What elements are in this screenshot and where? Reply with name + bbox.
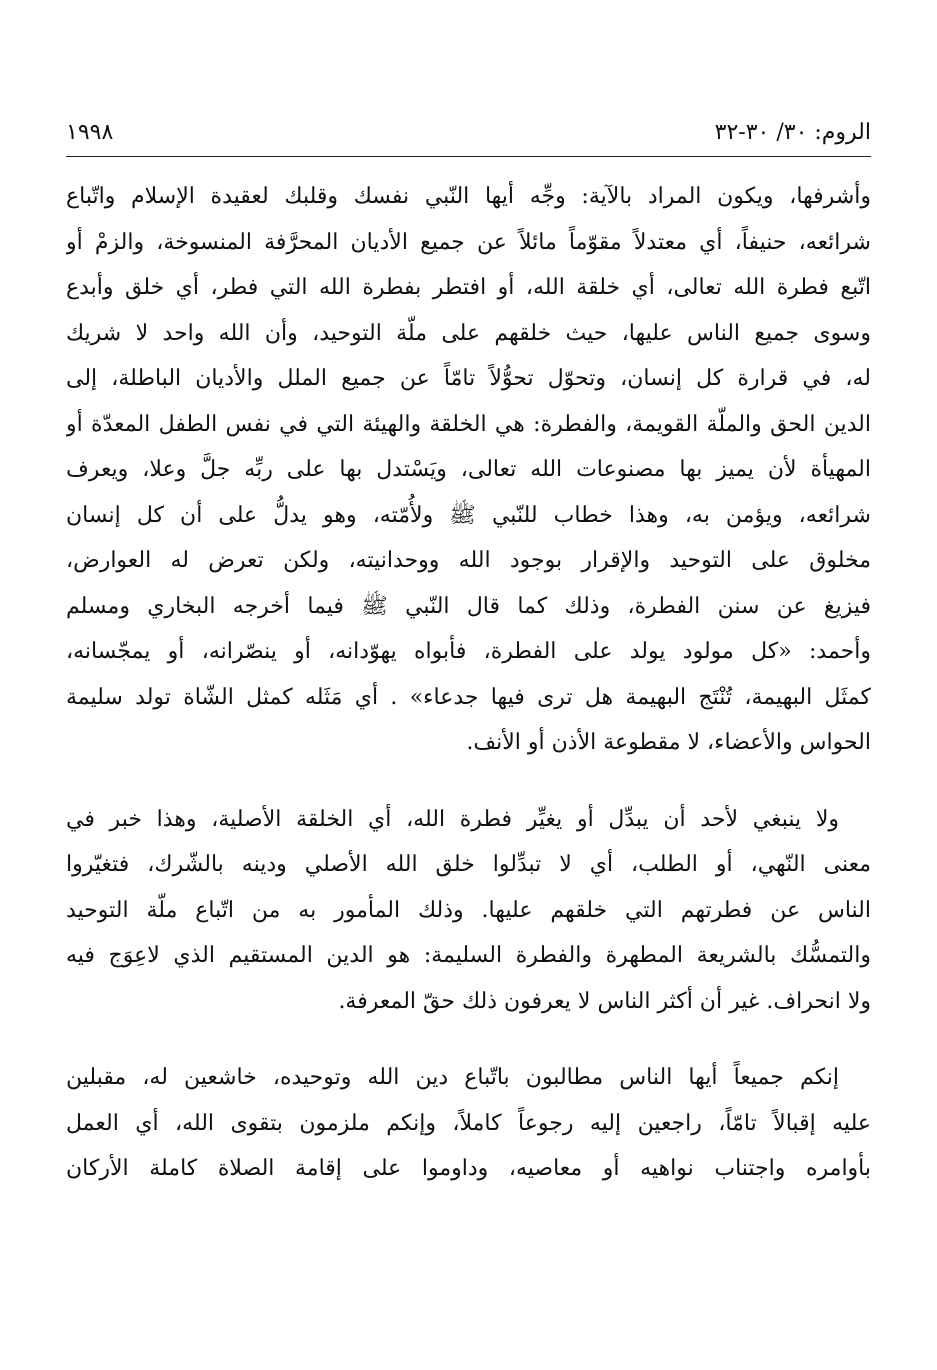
text-line: ولا انحراف. غير أن أكثر الناس لا يعرفون ذلك حقّ المعرفة. bbox=[338, 988, 871, 1014]
text-line: فيزيغ عن سنن الفطرة، وذلك كما قال النّبي ﷺ فيما أخرجه البخاري ومسلم bbox=[66, 593, 871, 619]
text-line: وأحمد: «كل مولود يولد على الفطرة، فأبواه يهوّدانه، أو ينصّرانه، أو يمجّسانه، bbox=[66, 639, 871, 664]
text-line: له، في قرارة كل إنسان، وتحوّل تحوُّلاً تامّاً عن جميع الملل والأديان الباطلة، إلى bbox=[66, 366, 871, 391]
text-line: الدين الحق والملّة القويمة، والفطرة: هي الخلقة والهيئة التي في نفس الطفل المعدّة أو bbox=[66, 411, 871, 437]
text-line: وسوى جميع الناس عليها، حيث خلقهم على ملّة التوحيد، وأن الله واحد لا شريك bbox=[66, 320, 871, 346]
paragraph-gap bbox=[66, 1024, 871, 1055]
paragraph-2 bbox=[66, 797, 871, 1025]
text-line: معنى النّهي، أو الطلب، أي لا تبدِّلوا خلق الله الأصلي ودينه بالشّرك، فتغيّروا bbox=[66, 852, 871, 877]
text-line: بأوامره واجتناب نواهيه أو معاصيه، وداوموا على إقامة الصلاة كاملة الأركان bbox=[66, 1156, 871, 1181]
page-number: ١٩٩٨ bbox=[66, 120, 114, 145]
surah-reference: الروم: ٣٠/ ٣٠-٣٢ bbox=[714, 120, 871, 145]
paragraph-1 bbox=[66, 174, 871, 766]
page-header bbox=[66, 112, 871, 157]
text-line: شرائعه، حنيفاً، أي معتدلاً مقوّماً مائلاً عن جميع الأديان المحرَّفة المنسوخة، والزمْ أو bbox=[66, 229, 871, 255]
paragraph-gap bbox=[66, 766, 871, 797]
text-line: إنكم جميعاً أيها الناس مطالبون باتّباع دين الله وتوحيده، خاشعين له، مقبلين bbox=[66, 1065, 839, 1090]
body-text bbox=[66, 174, 871, 1192]
text-line: كمثَل البهيمة، تُنْتَج البهيمة هل ترى فيها جدعاء» . أي مَثَله كمثل الشّاة تولد سليمة bbox=[66, 684, 871, 710]
text-line: شرائعه، ويؤمن به، وهذا خطاب للنّبي ﷺ ولأُمّته، وهو يدلُّ على أن كل إنسان bbox=[66, 502, 871, 528]
text-line: الناس عن فطرتهم التي خلقهم عليها. وذلك المأمور به من اتّباع ملّة التوحيد bbox=[66, 897, 871, 923]
text-line: وأشرفها، ويكون المراد بالآية: وجِّه أيها النّبي نفسك وقلبك لعقيدة الإسلام واتّباع bbox=[66, 184, 871, 209]
text-line: عليه إقبالاً تامّاً، راجعين إليه رجوعاً كاملاً، وإنكم ملزمون بتقوى الله، أي العمل bbox=[66, 1110, 871, 1136]
text-line: مخلوق على التوحيد والإقرار بوجود الله ووحدانيته، ولكن تعرض له العوارض، bbox=[66, 548, 871, 573]
text-line: والتمسُّك بالشريعة المطهرة والفطرة السليمة: هو الدين المستقيم الذي لاعِوَج فيه bbox=[66, 943, 871, 968]
text-line: اتّبع فطرة الله تعالى، أي خلقة الله، أو افتطر بفطرة الله التي فطر، أي خلق وأبدع bbox=[66, 275, 871, 300]
text-line: ولا ينبغي لأحد أن يبدِّل أو يغيِّر فطرة الله، أي الخلقة الأصلية، وهذا خبر في bbox=[66, 806, 839, 832]
text-line: المهيأة لأن يميز بها مصنوعات الله تعالى، ويَسْتدل بها على ربِّه جلَّ وعلا، ويعرف bbox=[66, 457, 871, 482]
paragraph-3 bbox=[66, 1055, 871, 1192]
text-line: الحواس والأعضاء، لا مقطوعة الأذن أو الأنف. bbox=[466, 730, 871, 755]
